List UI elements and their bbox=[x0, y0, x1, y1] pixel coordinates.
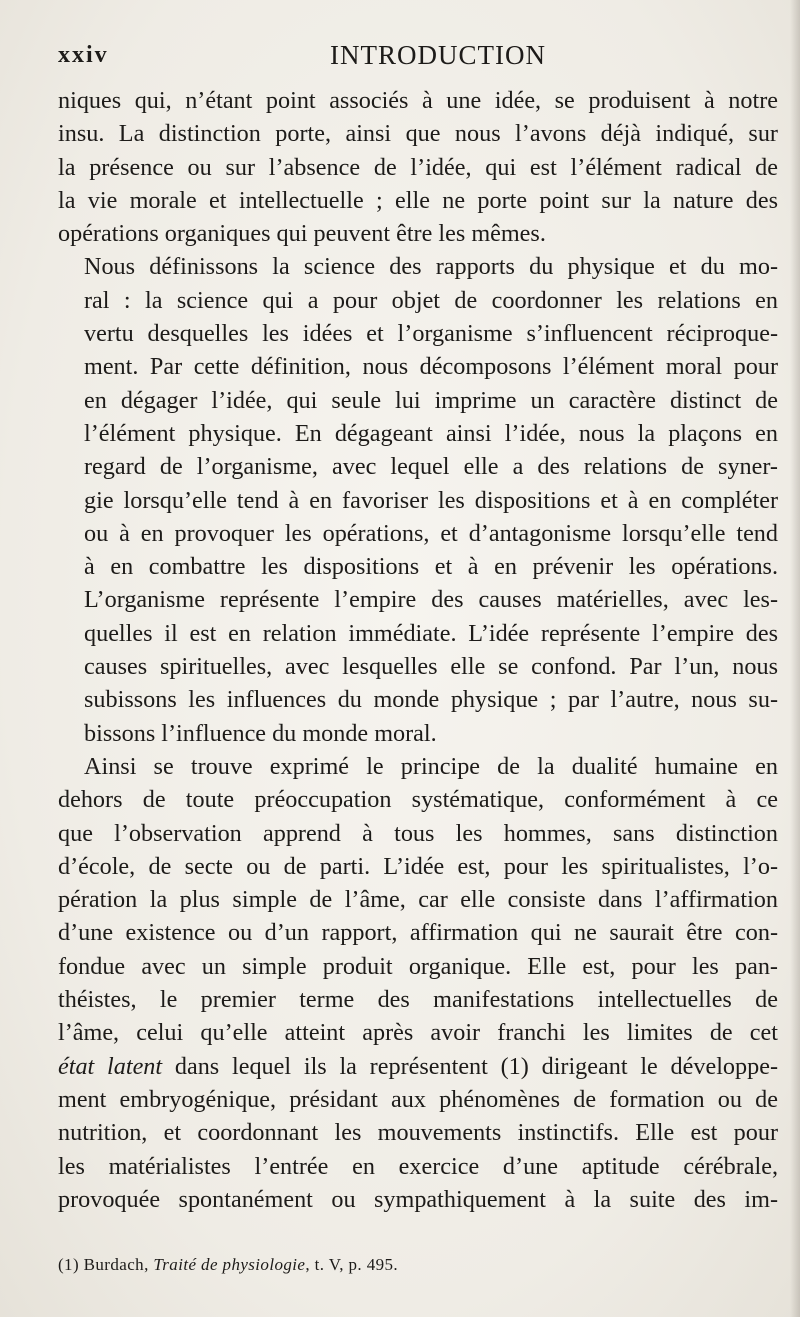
paragraph-1 bbox=[58, 84, 778, 250]
text-line: vertu desquelles les idées et l’organisme s’influencent réciproque- bbox=[84, 320, 778, 348]
text-line: ou à en provoquer les opérations, et d’antagonisme lorsqu’elle tend bbox=[84, 519, 778, 547]
footnote-marker: (1) Burdach, bbox=[58, 1255, 149, 1274]
text-line: l’élément physique. En dégageant ainsi l’idée, nous la plaçons en bbox=[84, 419, 778, 447]
text-line: ral : la science qui a pour objet de coordonner les relations en bbox=[84, 286, 778, 314]
text-line: d’une existence ou d’un rapport, affirmation qui ne saurait être con- bbox=[58, 919, 778, 947]
paragraph-2 bbox=[58, 250, 778, 749]
text-line: Ainsi se trouve exprimé le principe de la dualité humaine en bbox=[84, 752, 778, 780]
page-number: xxiv bbox=[58, 42, 109, 68]
text-line: opérations organiques qui peuvent être les mêmes. bbox=[58, 220, 546, 248]
text-line: pération la plus simple de l’âme, car elle consiste dans l’affirmation bbox=[58, 886, 778, 914]
text-line: l’âme, celui qu’elle atteint après avoir franchi les limites de cet bbox=[58, 1019, 778, 1047]
text-line: Nous définissons la science des rapports du physique et du mo- bbox=[84, 253, 778, 281]
page-edge-shadow bbox=[790, 0, 800, 1317]
text-line: en dégager l’idée, qui seule lui imprime un caractère distinct de bbox=[84, 386, 778, 414]
text-line: provoquée spontanément ou sympathiquement à la suite des im- bbox=[58, 1185, 778, 1213]
text-line: L’organisme représente l’empire des causes matérielles, avec les- bbox=[84, 586, 778, 614]
text-line: d’école, de secte ou de parti. L’idée est, pour les spiritualistes, l’o- bbox=[58, 852, 778, 880]
text-line: ment. Par cette définition, nous décomposons l’élément moral pour bbox=[84, 353, 778, 381]
text-line: niques qui, n’étant point associés à une idée, se produisent à notre bbox=[58, 87, 778, 114]
text-line: la présence ou sur l’absence de l’idée, qui est l’élément radical de bbox=[58, 153, 778, 181]
text-line bbox=[58, 1050, 778, 1083]
text-line: quelles il est en relation immédiate. L’idée représente l’empire des bbox=[84, 619, 778, 647]
text-line: que l’observation apprend à tous les hommes, sans distinction bbox=[58, 819, 778, 847]
text-line: à en combattre les dispositions et à en prévenir les opérations. bbox=[84, 553, 778, 581]
text-line: regard de l’organisme, avec lequel elle a des relations de syner- bbox=[84, 453, 778, 481]
paragraph-3 bbox=[58, 750, 778, 1216]
text-line: bissons l’influence du monde moral. bbox=[84, 719, 437, 747]
footnote-reference: , t. V, p. 495. bbox=[305, 1255, 399, 1274]
text-line: les matérialistes l’entrée en exercice d’une aptitude cérébrale, bbox=[58, 1152, 778, 1180]
line-remainder: dans lequel ils la représentent (1) dirigeant le développe- bbox=[162, 1052, 778, 1080]
body-text bbox=[58, 84, 778, 1216]
page-header bbox=[58, 38, 778, 78]
text-line: ment embryogénique, présidant aux phénomènes de formation ou de bbox=[58, 1085, 778, 1113]
text-line: la vie morale et intellectuelle ; elle ne porte point sur la nature des bbox=[58, 186, 778, 214]
text-line: causes spirituelles, avec lesquelles elle se confond. Par l’un, nous bbox=[84, 653, 778, 681]
italic-phrase: état latent bbox=[58, 1052, 163, 1080]
text-line: dehors de toute préoccupation systématique, conformément à ce bbox=[58, 786, 778, 814]
text-line: subissons les influences du monde physique ; par l’autre, nous su- bbox=[84, 686, 778, 714]
text-line: insu. La distinction porte, ainsi que nous l’avons déjà indiqué, sur bbox=[58, 120, 778, 148]
text-line: fondue avec un simple produit organique. Elle est, pour les pan- bbox=[58, 952, 778, 980]
text-line: nutrition, et coordonnant les mouvements instinctifs. Elle est pour bbox=[58, 1119, 778, 1147]
text-line: gie lorsqu’elle tend à en favoriser les dispositions et à en compléter bbox=[84, 486, 778, 514]
text-line: théistes, le premier terme des manifestations intellectuelles de bbox=[58, 986, 778, 1014]
running-title: INTRODUCTION bbox=[330, 40, 546, 70]
footnote bbox=[58, 1255, 778, 1275]
footnote-title: Traité de physiologie bbox=[153, 1255, 306, 1274]
